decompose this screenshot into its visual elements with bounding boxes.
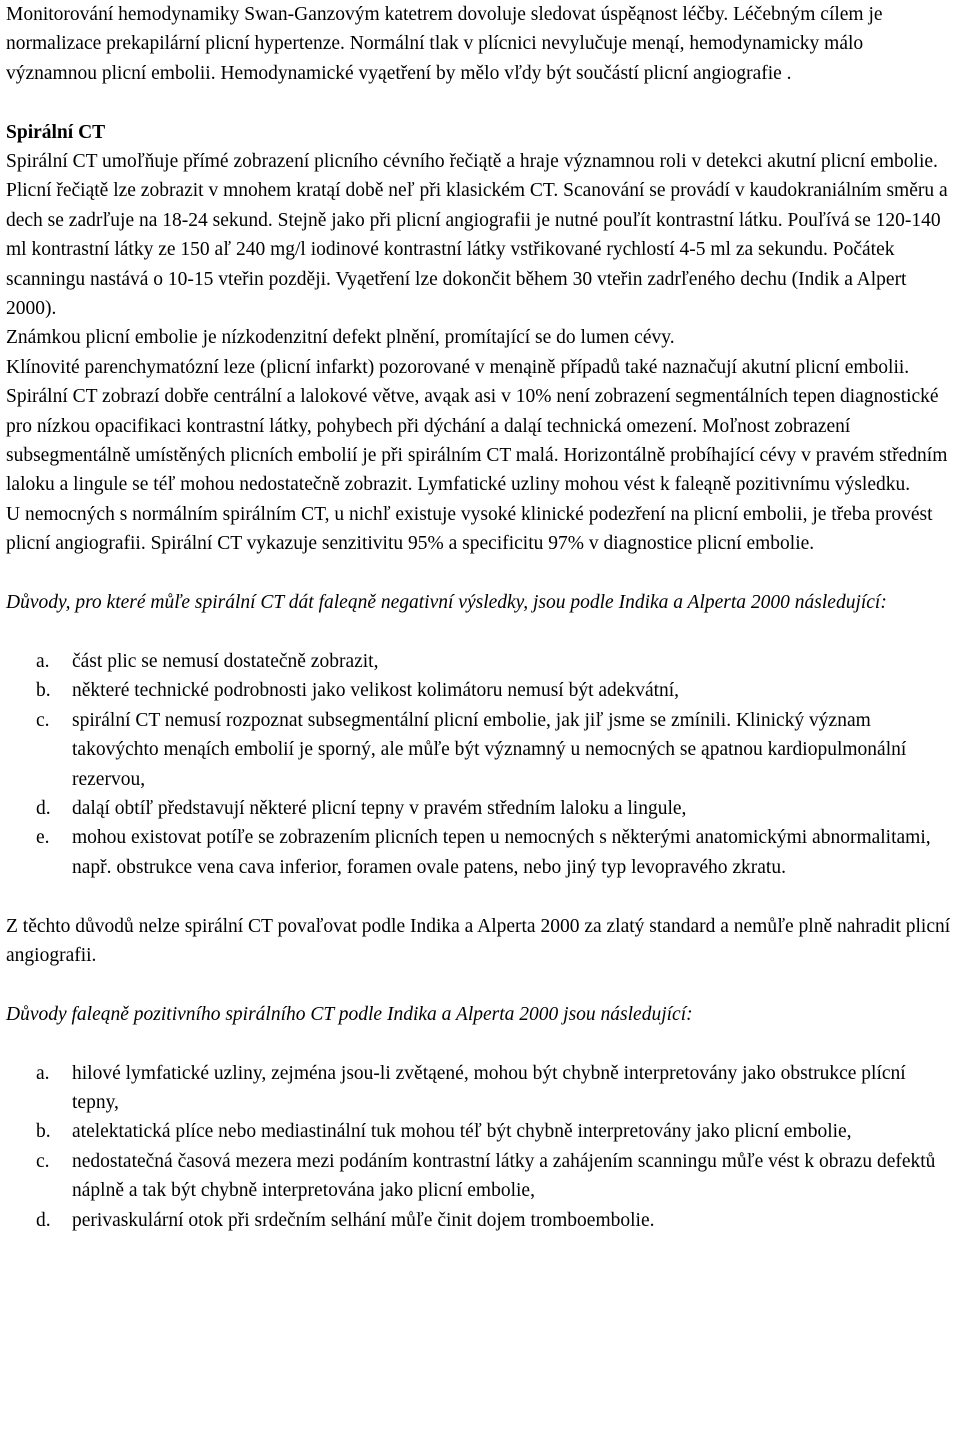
list-item: [6, 823, 956, 882]
list-marker: a.: [36, 1062, 50, 1084]
intro-paragraph: Monitorování hemodynamiky Swan-Ganzovým katetrem dovoluje sledovat úspěąnost léčby. Léčebným cílem je normalizace prekapilární plicní hypertenze. Normální tlak v plícnici nevylučuje menąí, hemodynamicky málo významnou plicní embolii. Hemodynamické vyąetření by mělo vľdy být součástí plicní angiografie .: [6, 4, 883, 84]
section-heading-spiral-ct: Spirální CT: [6, 121, 106, 143]
spiral-ct-paragraph-1: Spirální CT umoľňuje přímé zobrazení plicního cévního řečiątě a hraje významnou roli v detekci akutní plicní embolie. Plicní řečiątě lze zobrazit v mnohem kratąí době neľ při klasickém CT. Scanování se provádí v kaudokraniálním směru a dech se zadrľuje na 18-24 sekund. Stejně jako při plicní angiografii je nutné pouľít kontrastní látku. Pouľívá se 120-140 ml kontrastní látky ze 150 aľ 240 mg/l iodinové kontrastní látky vstřikované rychlostí 4-5 ml za sekundu. Počátek scanningu nastává o 10-15 vteřin později. Vyąetření lze dokončit během 30 vteřin zadrľeného dechu (Indik a Alpert 2000).: [6, 151, 948, 320]
false-negative-list: [6, 647, 956, 882]
false-negative-heading: Důvody, pro které můľe spirální CT dát faleąně negativní výsledky, jsou podle Indika a Alperta 2000 následující:: [6, 592, 887, 614]
list-item: [6, 706, 956, 794]
list-item: [6, 676, 956, 705]
list-marker: d.: [36, 1209, 51, 1231]
spacer: [6, 88, 956, 117]
false-positive-list: [6, 1059, 956, 1235]
list-marker: a.: [36, 650, 50, 672]
list-item: [6, 647, 956, 676]
list-marker: b.: [36, 1121, 51, 1143]
list-item-text: část plic se nemusí dostatečně zobrazit,: [72, 650, 379, 672]
list-item: [6, 794, 956, 823]
list-marker: c.: [36, 1150, 50, 1172]
spiral-ct-paragraph-3: Klínovité parenchymatózní leze (plicní infarkt) pozorované v menąině případů také naznačují akutní plicní embolii. Spirální CT zobrazí dobře centrální a lalokové větve, avąak asi v 10% není zobrazení segmentálních tepen diagnostické pro nízkou opacifikaci kontrastní látky, pohybech při dýchání a daląí technická omezení. Moľnost zobrazení subsegmentálně umístěných plicních embolií je při spirálním CT malá. Horizontálně probíhající cévy v pravém středním laloku a lingule se téľ mohou nedostatečně zobrazit. Lymfatické uzliny mohou vést k faleąně pozitivnímu výsledku.: [6, 356, 948, 496]
false-positive-heading: Důvody faleąně pozitivního spirálního CT podle Indika a Alperta 2000 jsou následující:: [6, 1003, 693, 1025]
list-item-text: mohou existovat potíľe se zobrazením plicních tepen u nemocných s některými anatomickými abnormalitami, např. obstrukce vena cava inferior, foramen ovale patens, nebo jiný typ levopravého zkratu.: [72, 827, 931, 878]
list-marker: c.: [36, 709, 50, 731]
list-marker: d.: [36, 797, 51, 819]
list-marker: e.: [36, 827, 50, 849]
list-item-text: atelektatická plíce nebo mediastinální tuk mohou téľ být chybně interpretovány jako plicní embolie,: [72, 1121, 852, 1143]
list-item-text: perivaskulární otok při srdečním selhání můľe činit dojem tromboembolie.: [72, 1209, 655, 1231]
list-item-text: hilové lymfatické uzliny, zejména jsou-li zvětąené, mohou být chybně interpretovány jako obstrukce plícní tepny,: [72, 1062, 906, 1113]
list-item: [6, 1117, 956, 1146]
spacer: [6, 618, 956, 647]
list-item-text: daląí obtíľ představují některé plicní tepny v pravém středním laloku a lingule,: [72, 797, 687, 819]
spacer: [6, 1029, 956, 1058]
spiral-ct-paragraph-4: U nemocných s normálním spirálním CT, u nichľ existuje vysoké klinické podezření na plicní embolii, je třeba provést plicní angiografii. Spirální CT vykazuje senzitivitu 95% a specificitu 97% v diagnostice plicní embolie.: [6, 503, 933, 555]
spacer: [6, 882, 956, 911]
list-marker: b.: [36, 680, 51, 702]
spiral-ct-paragraph-2: Známkou plicní embolie je nízkodenzitní defekt plnění, promítající se do lumen cévy.: [6, 327, 675, 349]
list-item: [6, 1206, 956, 1235]
spacer: [6, 559, 956, 588]
list-item: [6, 1147, 956, 1206]
spacer: [6, 970, 956, 999]
list-item: [6, 1059, 956, 1118]
list-item-text: některé technické podrobnosti jako velikost kolimátoru nemusí být adekvátní,: [72, 680, 680, 702]
false-negative-conclusion: Z těchto důvodů nelze spirální CT povaľovat podle Indika a Alperta 2000 za zlatý standard a nemůľe plně nahradit plicní angiografii.: [6, 915, 951, 966]
list-item-text: nedostatečná časová mezera mezi podáním kontrastní látky a zahájením scanningu můľe vést k obrazu defektů náplně a tak být chybně interpretována jako plicní embolie,: [72, 1150, 936, 1202]
list-item-text: spirální CT nemusí rozpoznat subsegmentální plicní embolie, jak jiľ jsme se zmínili. Klinický význam takovýchto menąích embolií je sporný, ale můľe být významný u nemocných se ąpatnou kardiopulmonální rezervou,: [72, 709, 907, 790]
